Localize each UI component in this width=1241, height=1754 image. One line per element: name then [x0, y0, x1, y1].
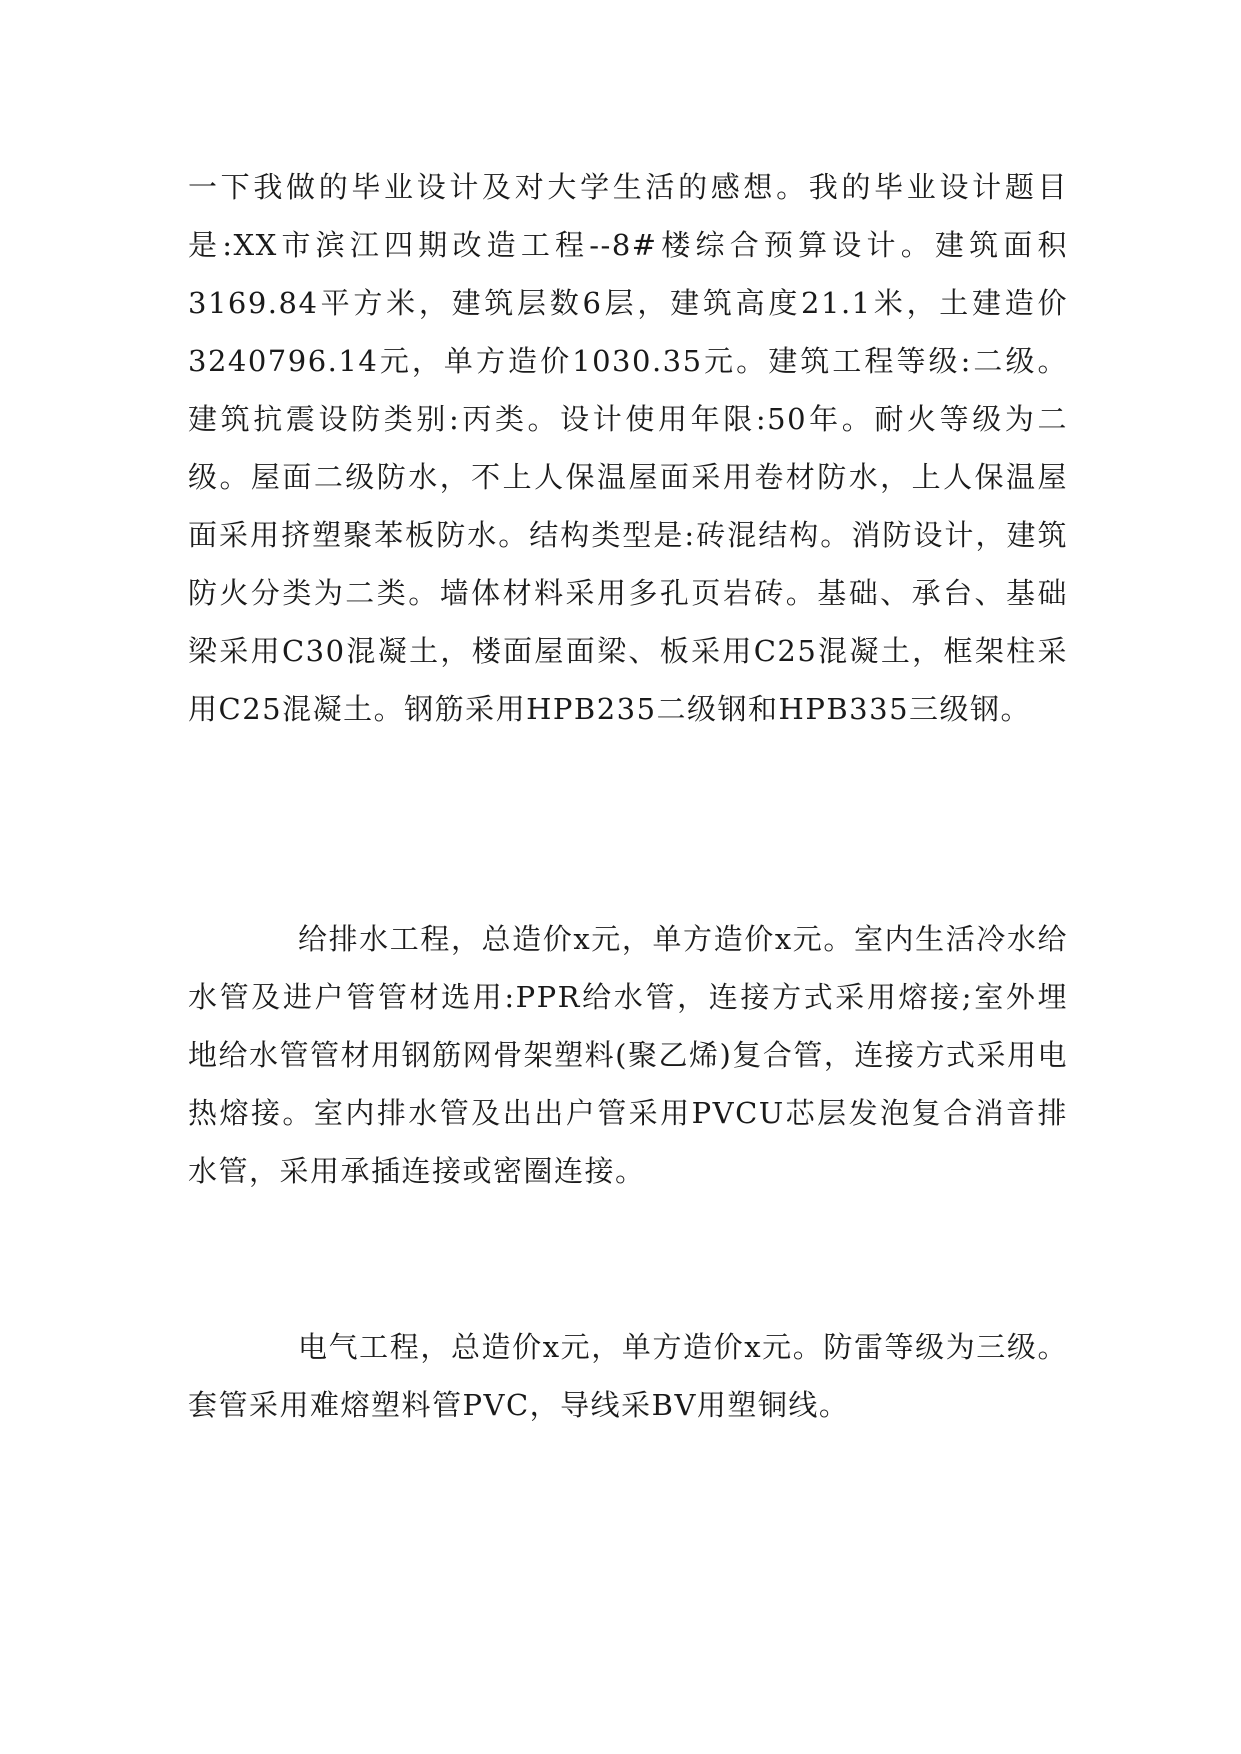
paragraph-electrical-engineering: 电气工程，总造价x元，单方造价x元。防雷等级为三级。 套管采用难熔塑料管PVC，导线采BV用塑铜线。 — [188, 1330, 1068, 1422]
paragraph-water-supply-drainage: 给排水工程，总造价x元，单方造价x元。室内生活冷水给水管及进户管管材选用:PPR给水管，连接方式采用熔接;室外埋地给水管管材用钢筋网骨架塑料(聚乙烯)复合管，连接方式采用电热熔接。室内排水管及出出户管采用PVCU芯层发泡复合消音排水管，采用承插连接或密圈连接。 — [188, 922, 1068, 1188]
paragraph-graduation-design-overview: 一下我做的毕业设计及对大学生活的感想。我的毕业设计题目是:XX市滨江四期改造工程--8#楼综合预算设计。建筑面积3169.84平方米，建筑层数6层，建筑高度21.1米，土建造价3240796.14元，单方造价1030.35元。建筑工程等级:二级。建筑抗震设防类别:丙类。设计使用年限:50年。耐火等级为二级。屋面二级防水，不上人保温屋面采用卷材防水，上人保温屋面采用挤塑聚苯板防水。结构类型是:砖混结构。消防设计，建筑防火分类为二类。墙体材料采用多孔页岩砖。基础、承台、基础梁采用C30混凝土，楼面屋面梁、板采用C25混凝土，框架柱采用C25混凝土。钢筋采用HPB235二级钢和HPB335三级钢。 — [188, 170, 1068, 726]
